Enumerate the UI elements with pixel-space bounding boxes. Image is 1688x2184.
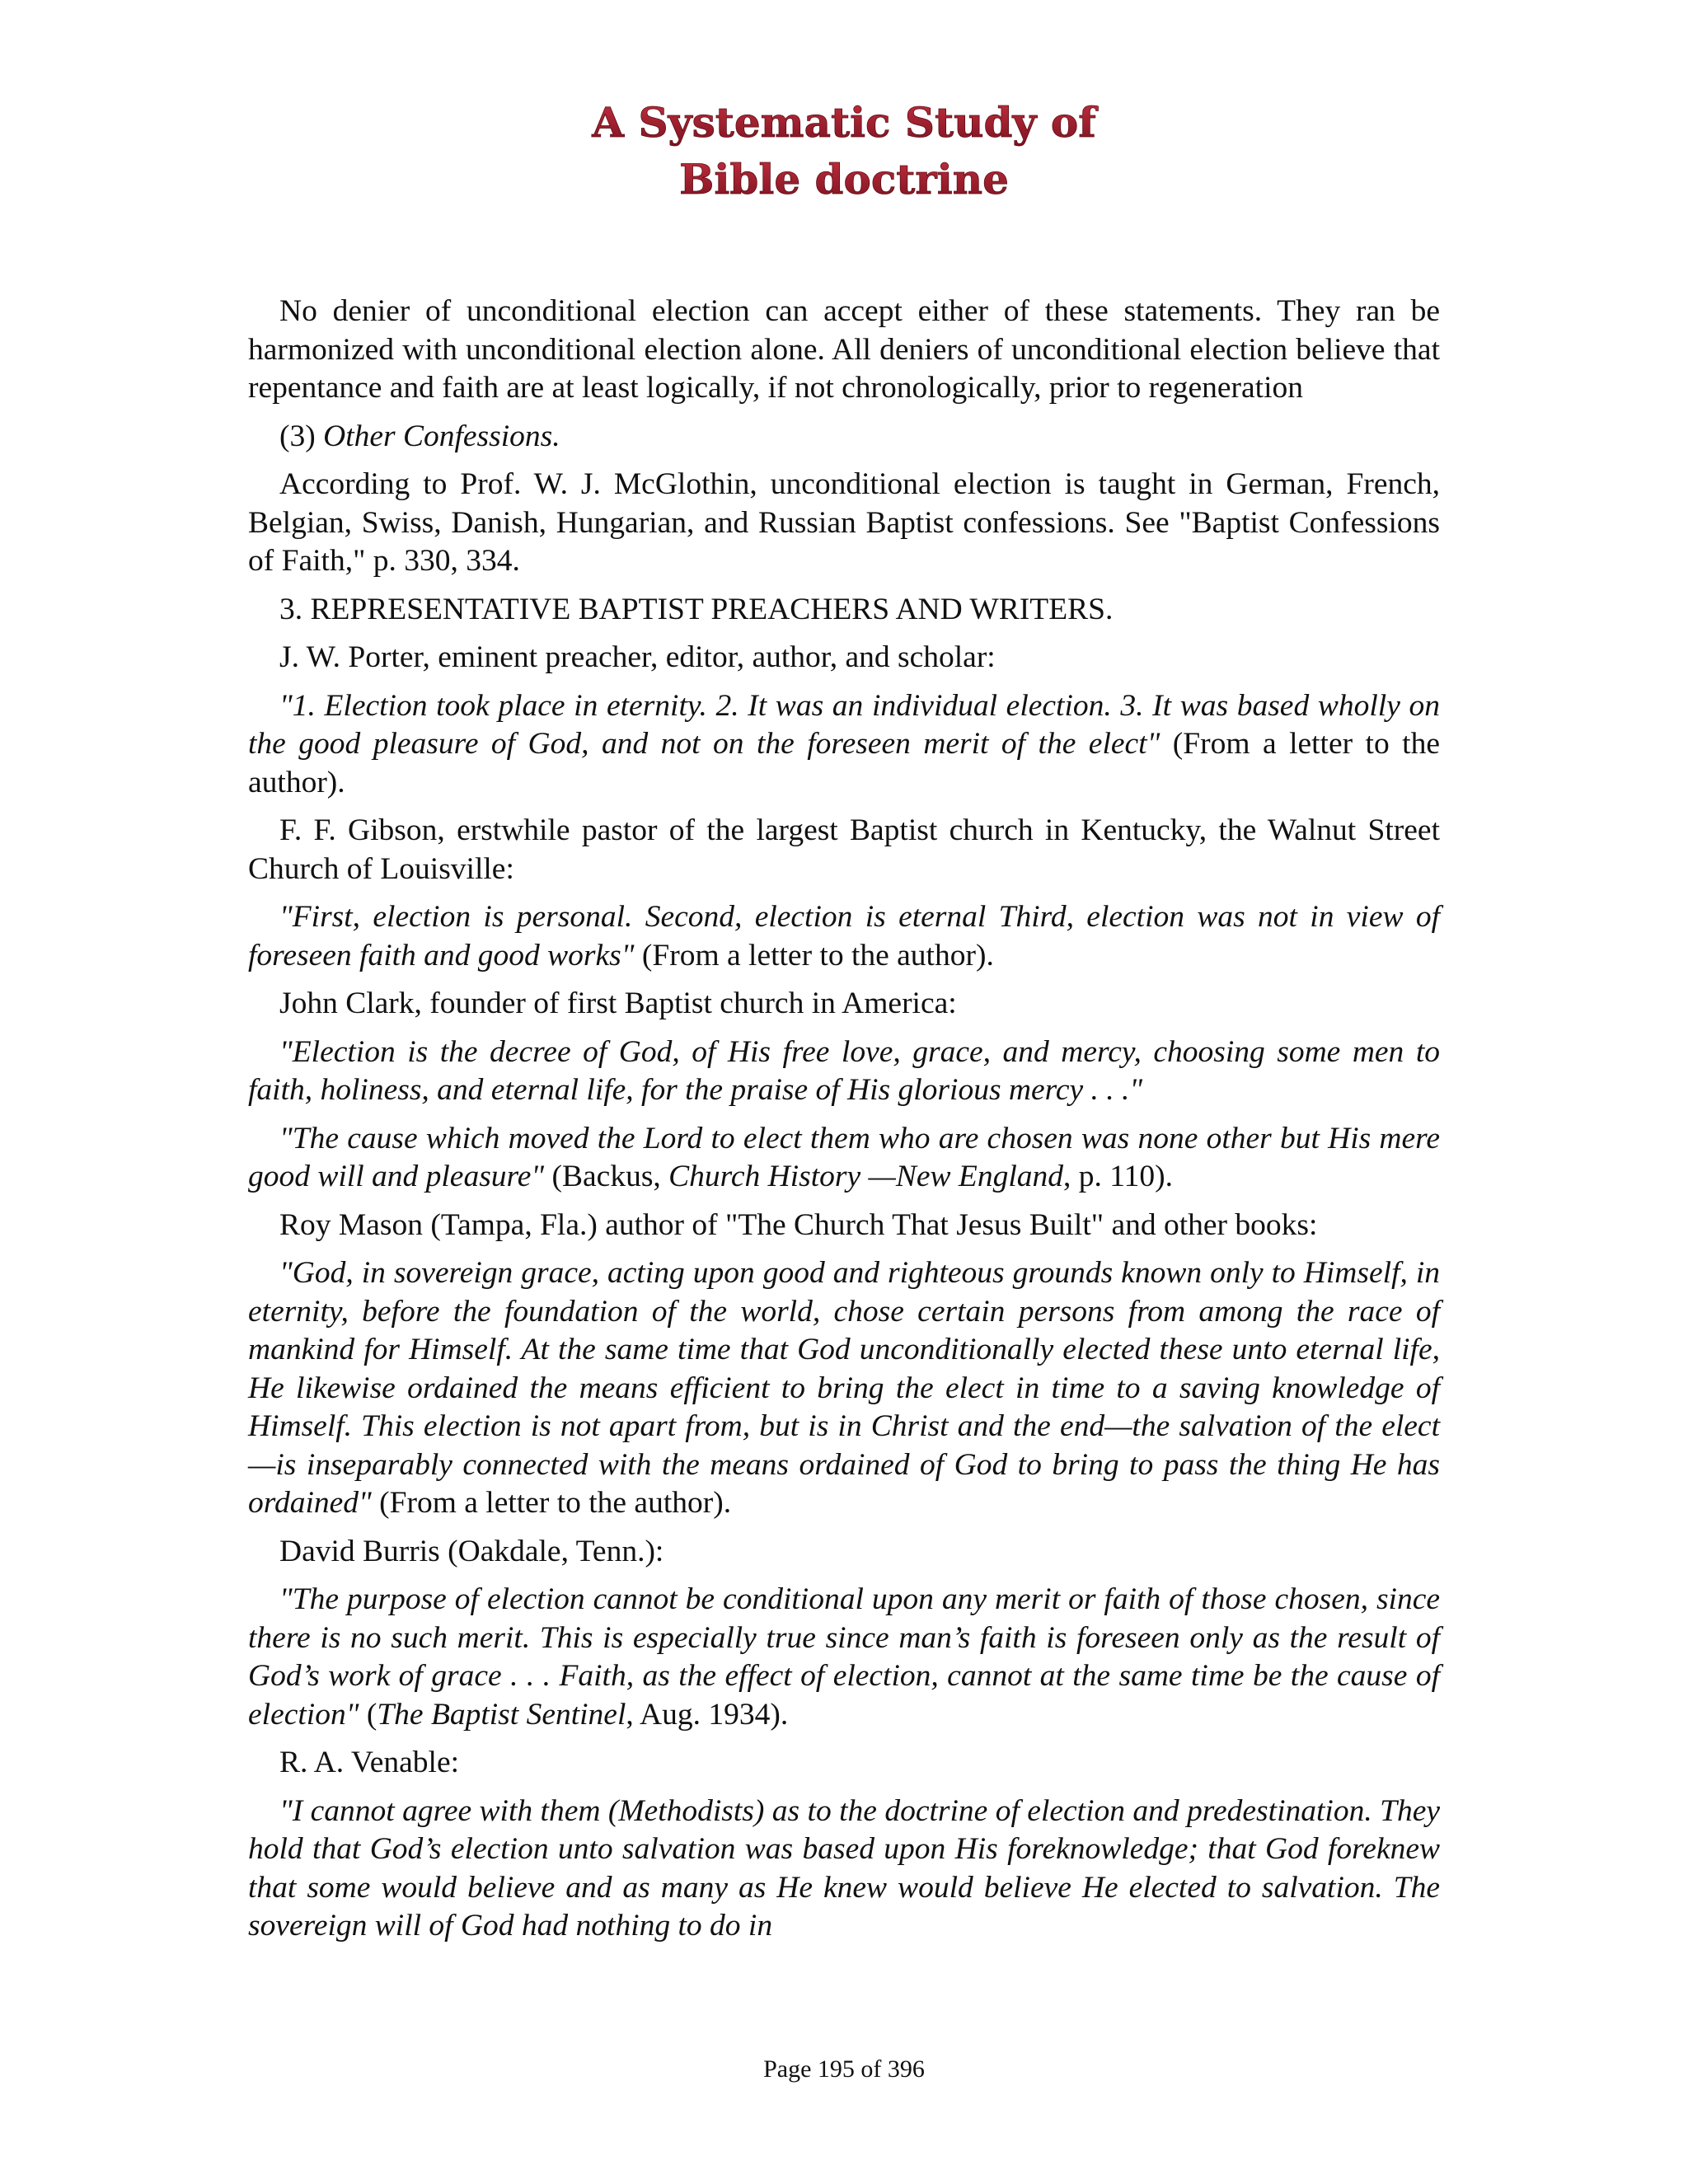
title-line-1: A Systematic Study of — [592, 98, 1096, 147]
section-heading: 3. REPRESENTATIVE BAPTIST PREACHERS AND WRITERS. — [279, 592, 1114, 626]
quote-paragraph: "God, in sovereign grace, acting upon good and righteous grounds known only to Himself, in eternity, before the foundation of the world, chose certain persons from among the race of mankind for Himself. At the same time that God unconditionally elected these unto eternal life, He likewise ordained the means efficient to bring the elect in time to a saving knowledge of Himself. This election is not apart from, but is in Christ and the end—the salvation of the elect—is inseparably connected with the means ordained of God to bring to pass the thing He has ordained" (From a letter to the author). — [248, 1256, 1440, 1520]
paragraph: F. F. Gibson, erstwhile pastor of the largest Baptist church in Kentucky, the Walnut Street Church of Louisville: — [248, 813, 1440, 886]
quote-paragraph: "Election is the decree of God, of His free love, grace, and mercy, choosing some men to faith, holiness, and eternal life, for the praise of His glorious mercy . . ." — [248, 1034, 1440, 1107]
book-title-logo — [572, 91, 1116, 214]
quote-paragraph: "I cannot agree with them (Methodists) as to the doctrine of election and predestination. They hold that God’s election unto salvation was based upon His foreknowledge; that God foreknew that some would believe and as many as He knew would believe He elected to salvation. The sovereign will of God had nothing to do in — [248, 1793, 1440, 1943]
quote-paragraph: "The purpose of election cannot be conditional upon any merit or faith of those chosen, since there is no such merit. This is especially true since man’s faith is foreseen only as the result of God’s work of grace . . . Faith, as the effect of election, cannot at the same time be the cause of election" (The Baptist Sentinel, Aug. 1934). — [248, 1582, 1440, 1732]
paragraph: No denier of unconditional election can accept either of these statements. They ran be harmonized with unconditional election alone. All deniers of unconditional election believe that repentance and faith are at least logically, if not chronologically, prior to regeneration — [248, 294, 1440, 405]
quote-paragraph: "1. Election took place in eternity. 2. It was an individual election. 3. It was based wholly on the good pleasure of God, and not on the foreseen merit of the elect" (From a letter to the author). — [248, 688, 1440, 799]
paragraph: Roy Mason (Tampa, Fla.) author of "The Church That Jesus Built" and other books: — [279, 1207, 1318, 1242]
quote-paragraph: "The cause which moved the Lord to elect them who are chosen was none other but His mere good will and pleasure" (Backus, Church History —New England, p. 110). — [248, 1121, 1440, 1193]
quote-paragraph: "First, election is personal. Second, election is eternal Third, election was not in view of foreseen faith and good works" (From a letter to the author). — [248, 900, 1440, 972]
paragraph: John Clark, founder of first Baptist church in America: — [279, 987, 957, 1020]
page-header — [0, 91, 1688, 223]
page-number: Page 195 of 396 — [763, 2055, 925, 2083]
paragraph: David Burris (Oakdale, Tenn.): — [279, 1534, 664, 1568]
page-content — [248, 293, 1440, 1946]
paragraph: J. W. Porter, eminent preacher, editor, author, and scholar: — [279, 640, 996, 674]
paragraph: R. A. Venable: — [279, 1746, 460, 1779]
title-line-2: Bible doctrine — [679, 155, 1009, 204]
paragraph: (3) Other Confessions. — [279, 419, 560, 453]
paragraph: According to Prof. W. J. McGlothin, unconditional election is taught in German, French, Belgian, Swiss, Danish, Hungarian, and Russian Baptist confessions. See "Baptist Confessions of Faith," p. 330, 334. — [248, 467, 1440, 578]
